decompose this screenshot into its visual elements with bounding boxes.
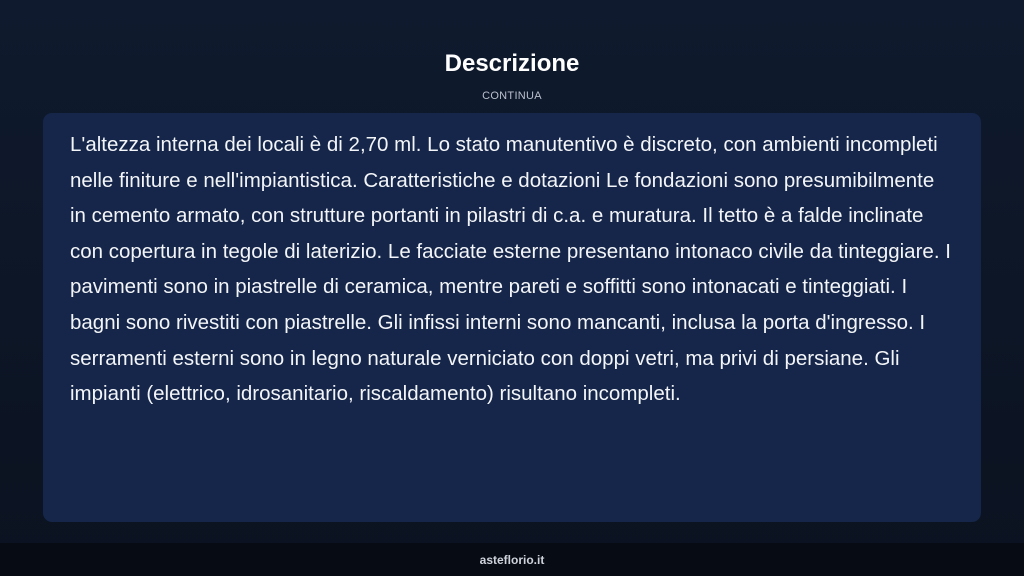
page-title: Descrizione [444, 50, 580, 77]
continue-label: CONTINUA [482, 90, 542, 102]
footer-bar [0, 543, 1024, 576]
description-card [43, 113, 981, 522]
description-text: L'altezza interna dei locali è di 2,70 ml. Lo stato manutentivo è discreto, con ambienti incompleti nelle finiture e nell'impiantistica. Caratteristiche e dotazioni Le fondazioni sono presumibilmente in cemento armato, con strutture portanti in pilastri di c.a. e muratura. Il tetto è a falde inclinate con copertura in tegole di laterizio. Le facciate esterne presentano intonaco civile da tinteggiare. I pavimenti sono in piastrelle di ceramica, mentre pareti e soffitti sono intonacati e tinteggiati. I bagni sono rivestiti con piastrelle. Gli infissi interni sono mancanti, inclusa la porta d'ingresso. I serramenti esterni sono in legno naturale verniciato con doppi vetri, ma privi di persiane. Gli impianti (elettrico, idrosanitario, riscaldamento) risultano incompleti. [70, 133, 951, 406]
site-name: asteflorio.it [479, 553, 545, 567]
